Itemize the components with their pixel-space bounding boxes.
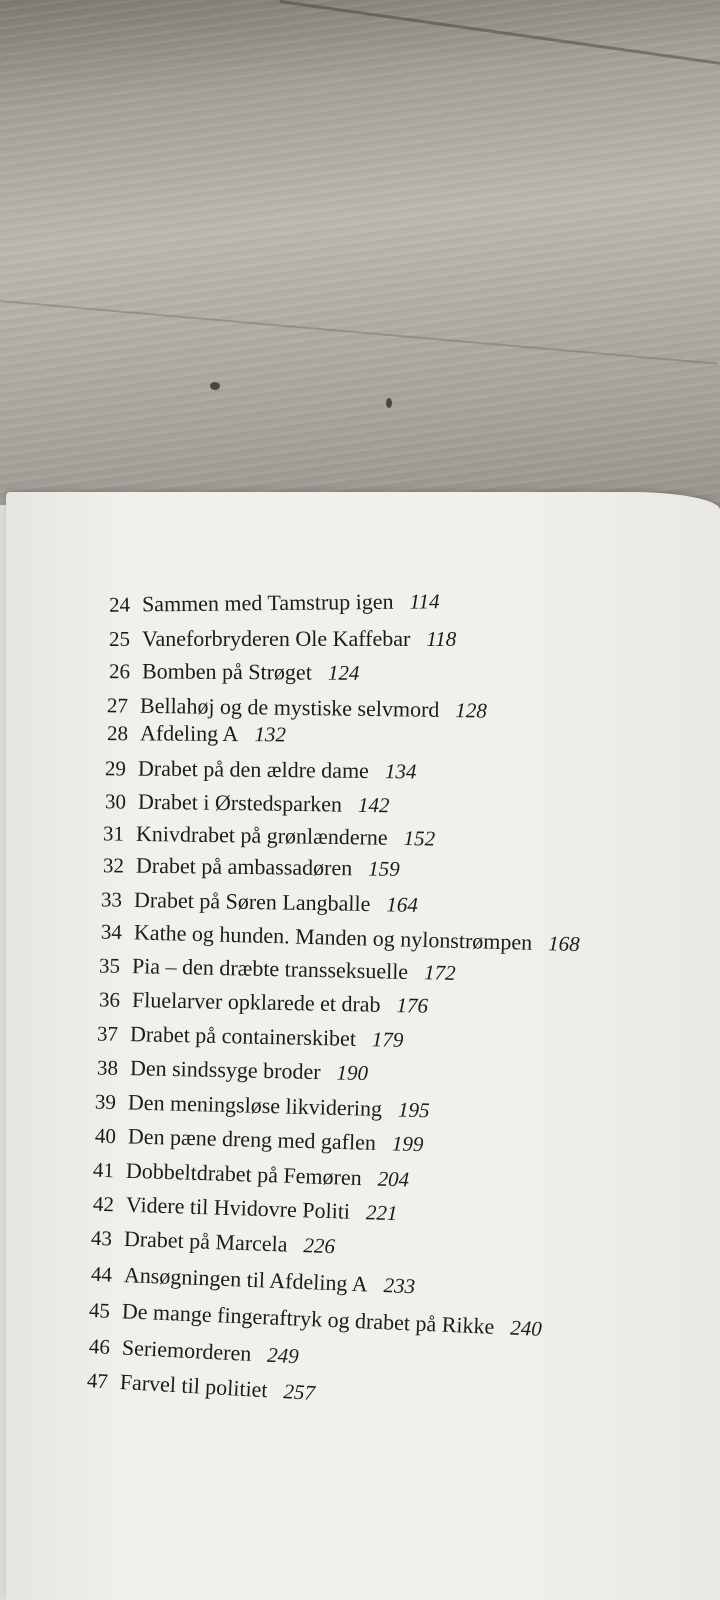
chapter-number: 27 — [106, 693, 129, 718]
chapter-number: 35 — [98, 953, 121, 978]
toc-entry — [74, 1088, 430, 1123]
chapter-title: Fluelarver opklarede et drab — [131, 987, 381, 1017]
page-number: 240 — [509, 1315, 543, 1341]
page-number: 221 — [365, 1200, 398, 1226]
page-number: 152 — [403, 826, 436, 851]
page-number: 190 — [336, 1060, 369, 1086]
chapter-title: Vaneforbryderen Ole Kaffebar — [142, 626, 411, 651]
chapter-number: 34 — [100, 919, 123, 945]
toc-entry — [65, 1366, 315, 1406]
toc-entry — [78, 986, 429, 1019]
chapter-number: 43 — [90, 1225, 113, 1251]
chapter-title: Den pæne dreng med gaflen — [127, 1123, 377, 1155]
chapter-number: 46 — [88, 1334, 111, 1360]
chapter-number: 31 — [102, 821, 125, 846]
chapter-number: 29 — [104, 756, 127, 781]
chapter-number: 25 — [109, 627, 130, 651]
chapter-title: Drabet på ambassadøren — [135, 852, 353, 881]
toc-entry — [84, 755, 417, 784]
chapter-title: Farvel til politiet — [119, 1369, 269, 1403]
chapter-title: Den meningsløse likvidering — [127, 1089, 383, 1122]
chapter-number: 41 — [92, 1157, 115, 1183]
chapter-title: Afdeling A — [139, 720, 239, 747]
chapter-number: 38 — [96, 1055, 119, 1080]
chapter-title: Dobbeltdrabet på Femøren — [125, 1157, 363, 1191]
chapter-number: 44 — [90, 1261, 113, 1287]
toc-entry — [76, 1054, 369, 1086]
chapter-title: Sammen med Tamstrup igen — [141, 588, 394, 617]
chapter-number: 45 — [88, 1297, 111, 1323]
chapter-title: Drabet i Ørstedsparken — [137, 788, 343, 817]
page-number: 114 — [409, 589, 440, 614]
chapter-title: Drabet på Marcela — [123, 1225, 289, 1257]
toc-entry — [86, 720, 286, 747]
page-number: 179 — [371, 1027, 404, 1052]
chapter-number: 47 — [86, 1368, 109, 1394]
page-number: 132 — [254, 722, 286, 747]
toc-entry — [86, 692, 487, 724]
chapter-title: Knivdrabet på grønlænderne — [135, 820, 388, 850]
toc-entry — [88, 588, 440, 618]
chapter-number: 30 — [104, 789, 127, 814]
page-number: 164 — [386, 892, 419, 917]
toc-entry — [70, 1224, 336, 1259]
chapter-title: De mange fingeraftryk og drabet på Rikke — [121, 1298, 495, 1339]
page-number: 226 — [303, 1233, 336, 1259]
toc-entry — [72, 1190, 398, 1226]
page-number: 128 — [455, 698, 488, 723]
page-number: 249 — [266, 1342, 300, 1369]
chapter-title: Seriemorderen — [121, 1334, 252, 1366]
page-number: 176 — [396, 993, 429, 1018]
chapter-title: Den sindssyge broder — [129, 1055, 321, 1085]
page-number: 159 — [368, 856, 400, 881]
chapter-number: 26 — [108, 659, 131, 684]
toc-entry — [74, 1122, 424, 1157]
toc-entry — [88, 658, 360, 686]
page-number: 142 — [357, 792, 390, 818]
chapter-number: 36 — [98, 987, 121, 1012]
chapter-number: 39 — [94, 1089, 117, 1115]
page-number: 204 — [377, 1166, 410, 1192]
page-number: 233 — [383, 1273, 416, 1299]
toc-entry — [82, 820, 436, 852]
toc-entry — [88, 626, 456, 652]
page-number: 124 — [327, 660, 360, 685]
page-number: 199 — [391, 1131, 424, 1157]
chapter-title: Drabet på Søren Langballe — [133, 886, 371, 917]
page-number: 168 — [547, 931, 581, 957]
page-number: 172 — [423, 960, 456, 985]
chapter-title: Drabet på den ældre dame — [137, 755, 370, 783]
toc-entry — [67, 1332, 299, 1369]
page-number: 118 — [426, 627, 457, 651]
chapter-title: Kathe og hunden. Manden og nylonstrømpen — [133, 919, 533, 955]
toc-entry — [80, 886, 418, 918]
toc-entry — [78, 952, 456, 986]
chapter-number: 28 — [106, 721, 129, 746]
chapter-number: 32 — [102, 853, 125, 878]
toc-entry — [84, 788, 390, 818]
page-number: 195 — [397, 1097, 430, 1123]
chapter-number: 40 — [94, 1123, 117, 1149]
chapter-title: Bellahøj og de mystiske selvmord — [139, 692, 440, 722]
page-number: 134 — [384, 759, 417, 784]
toc-entry — [82, 852, 400, 882]
toc-entry — [70, 1260, 416, 1299]
chapter-title: Bomben på Strøget — [141, 658, 312, 685]
chapter-number: 33 — [100, 887, 123, 912]
toc-entry — [76, 1020, 404, 1053]
chapter-number: 42 — [92, 1191, 115, 1217]
chapter-number: 24 — [108, 592, 131, 617]
chapter-title: Videre til Hvidovre Politi — [125, 1191, 351, 1224]
chapter-number: 37 — [96, 1021, 119, 1046]
chapter-title: Ansøgningen til Afdeling A — [123, 1262, 369, 1297]
toc-entry — [72, 1156, 410, 1193]
page-number: 257 — [282, 1379, 316, 1405]
chapter-title: Drabet på containerskibet — [129, 1021, 357, 1051]
toc-entry — [80, 918, 580, 957]
chapter-title: Pia – den dræbte transseksuelle — [131, 953, 409, 984]
